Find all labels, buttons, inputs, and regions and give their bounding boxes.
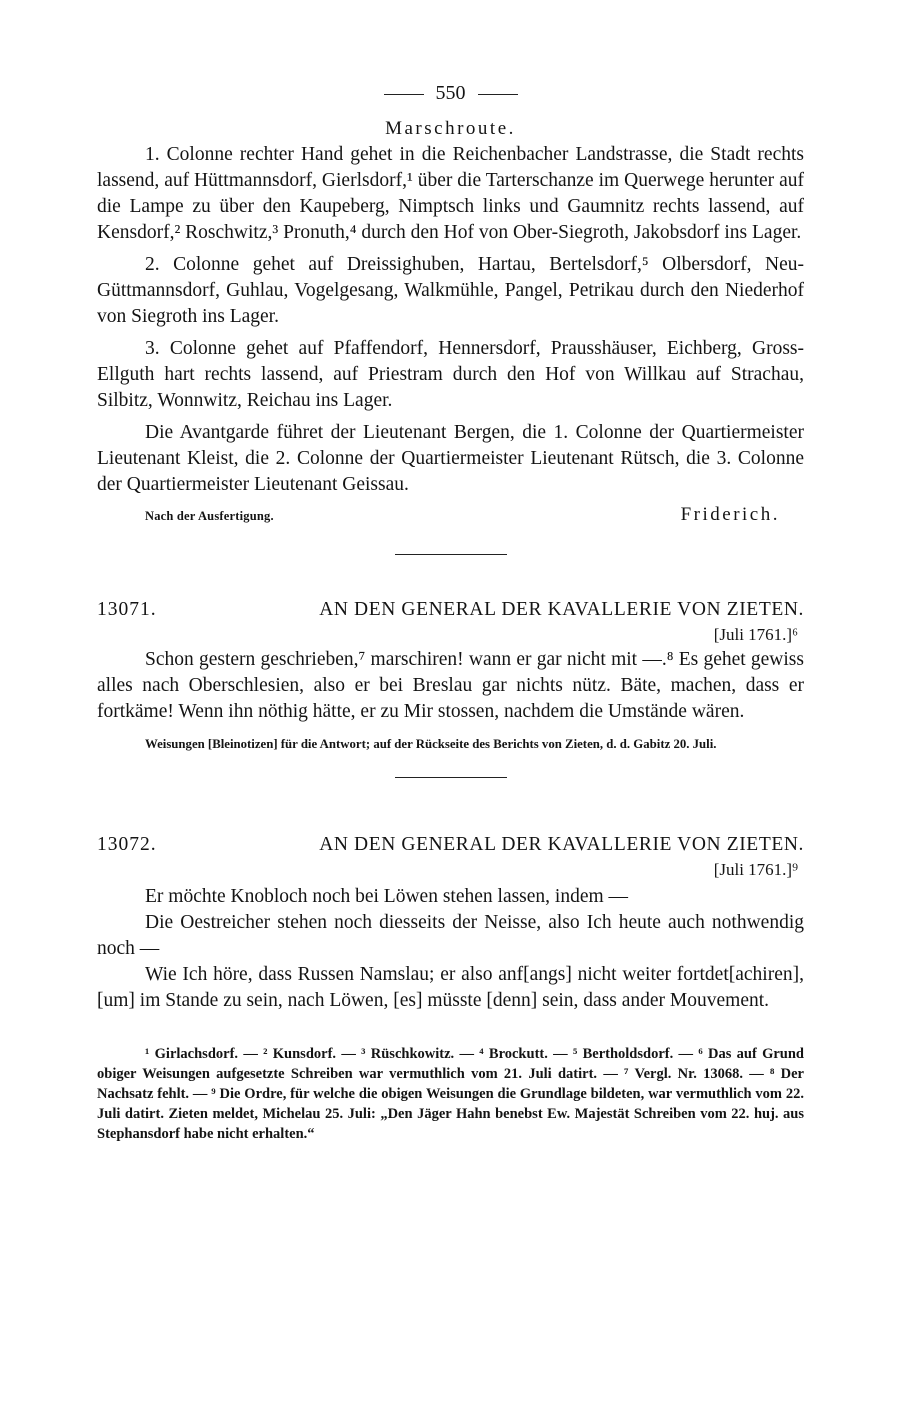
letter-13071-number: 13071. bbox=[97, 599, 157, 620]
header-dash-right bbox=[478, 94, 518, 95]
page-header bbox=[97, 82, 804, 116]
marschroute-paragraph-4: Die Avantgarde führet der Lieutenant Bergen, die 1. Colonne der Quartiermeister Lieutenant Kleist, die 2. Colonne der Quartiermeister Lieutenant Rütsch, die 3. Colonne der Quartiermeister Lieutenant Geissau. bbox=[97, 422, 804, 495]
document-page bbox=[97, 82, 804, 1144]
marschroute-title: Marschroute. bbox=[385, 118, 516, 139]
letter-13072-paragraph-2: Die Oestreicher stehen noch diesseits der Neisse, also Ich heute auch nothwendig noch — bbox=[97, 912, 804, 959]
header-dash-left bbox=[384, 94, 424, 95]
letter-13072-heading bbox=[97, 834, 804, 856]
letter-13071-text: Schon gestern geschrieben,⁷ marschiren! wann er gar nicht mit —.⁸ Es gehet gewiss alles nach Oberschlesien, also er bei Breslau gar nichts nütz. Bäte, machen, dass er fortkäme! Wenn ihn nöthig hätte, er zu Mir stossen, nachdem die Umstände wären. bbox=[97, 649, 804, 722]
section-divider-1 bbox=[395, 554, 507, 555]
page-number: 550 bbox=[435, 82, 466, 104]
footnotes: ¹ Girlachsdorf. — ² Kunsdorf. — ³ Rüschkowitz. — ⁴ Brockutt. — ⁵ Bertholdsdorf. — ⁶ Das auf Grund obiger Weisungen aufgesetzte Schreiben war vermuthlich vom 21. Juli datirt. — ⁷ Vergl. Nr. 13068. — ⁸ Der Nachsatz fehlt. — ⁹ Die Ordre, für welche die obigen Weisungen die Grundlage bildeten, war vermuthlich vom 22. Juli datirt. Zieten meldet, Michelau 25. Juli: „Den Jäger Hahn benebst Ew. Majestät Schreiben vom 22. huj. aus Stephansdorf habe nicht erhalten.“ bbox=[97, 1046, 804, 1142]
source-note: Nach der Ausfertigung. bbox=[145, 509, 274, 523]
letter-13071-heading bbox=[97, 599, 804, 621]
letter-13071-title: AN DEN GENERAL DER KAVALLERIE VON ZIETEN. bbox=[319, 599, 804, 620]
letter-13072-title: AN DEN GENERAL DER KAVALLERIE VON ZIETEN. bbox=[319, 834, 804, 855]
letter-13072-paragraph-1: Er möchte Knobloch noch bei Löwen stehen lassen, indem — bbox=[145, 886, 629, 907]
signature: Friderich. bbox=[680, 504, 780, 525]
marschroute-paragraph-2: 2. Colonne gehet auf Dreissighuben, Hartau, Bertelsdorf,⁵ Olbersdorf, Neu-Güttmannsdorf, Guhlau, Vogelgesang, Walkmühle, Pangel, Petrikau durch den Niederhof von Siegroth ins Lager. bbox=[97, 254, 804, 327]
letter-13072-number: 13072. bbox=[97, 834, 157, 855]
letter-13071-note: Weisungen [Bleinotizen] für die Antwort; auf der Rückseite des Berichts von Zieten, d. d. Gabitz 20. Juli. bbox=[145, 737, 717, 751]
letter-13072-date: [Juli 1761.]⁹ bbox=[713, 860, 798, 879]
signature-row bbox=[97, 504, 804, 526]
marschroute-paragraph-1: 1. Colonne rechter Hand gehet in die Reichenbacher Landstrasse, die Stadt rechts lassend, auf Hüttmannsdorf, Gierlsdorf,¹ über die Tarterschanze im Querwege herunter auf die Lampe zu über den Kaupeberg, Nimptsch links und Gaumnitz rechts lassend, auf Kensdorf,² Roschwitz,³ Pronuth,⁴ durch den Hof von Ober-Siegroth, Jakobsdorf ins Lager. bbox=[97, 144, 804, 243]
letter-13072-paragraph-3: Wie Ich höre, dass Russen Namslau; er also anf[angs] nicht weiter fortdet[achiren], [um] im Stande zu sein, nach Löwen, [es] müsste [denn] sein, dass ander Mouvement. bbox=[97, 964, 804, 1011]
marschroute-paragraph-3: 3. Colonne gehet auf Pfaffendorf, Hennersdorf, Prausshäuser, Eichberg, Gross-Ellguth hart rechts lassend, auf Priestram durch den Hof von Willkau auf Strachau, Silbitz, Wonnwitz, Reichau ins Lager. bbox=[97, 338, 804, 411]
letter-13071-date: [Juli 1761.]⁶ bbox=[713, 625, 798, 644]
section-divider-2 bbox=[395, 777, 507, 778]
